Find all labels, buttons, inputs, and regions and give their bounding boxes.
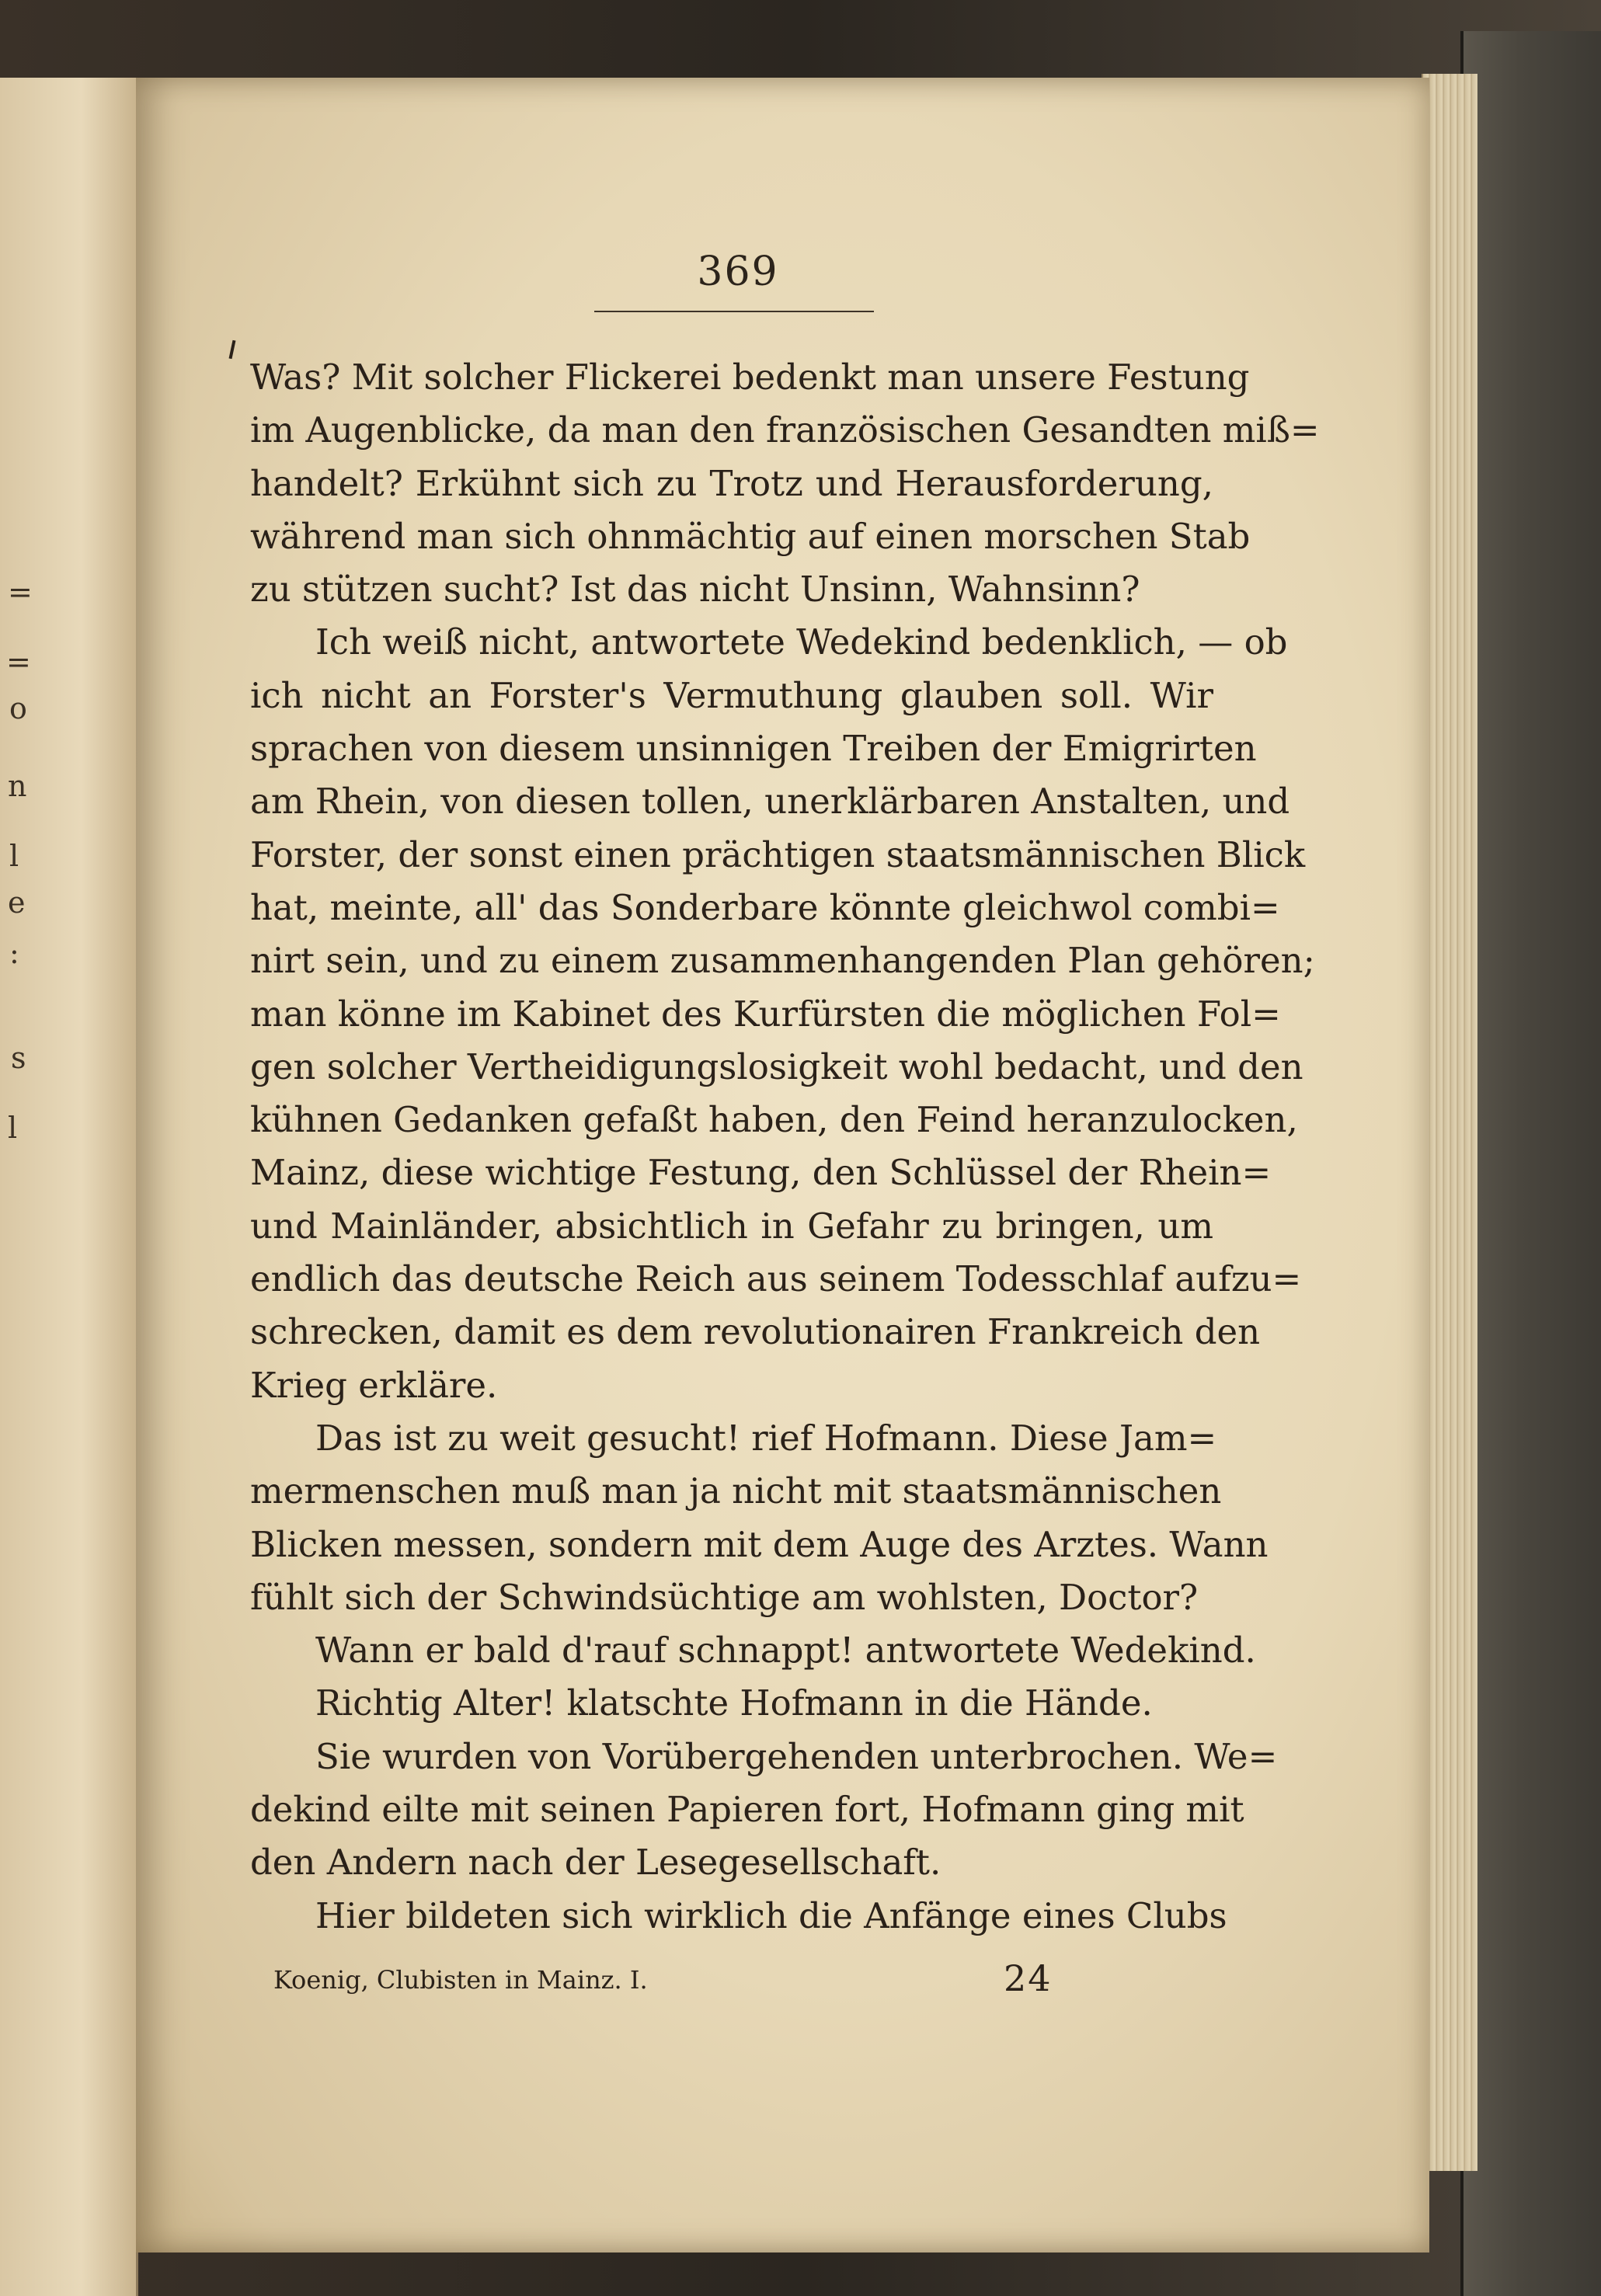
text-line: endlich das deutsche Reich aus seinem Todesschlaf aufzu=	[250, 1258, 1302, 1300]
left-page-fragment: =	[8, 575, 33, 609]
text-line: ich nicht an Forster's Vermuthung glauben soll. Wir	[250, 674, 1213, 716]
text-line: Wann er bald d'rauf schnappt! antwortete Wedekind.	[315, 1630, 1256, 1672]
text-line: dekind eilte mit seinen Papieren fort, Hofmann ging mit	[250, 1789, 1244, 1831]
left-page-fragment: e	[8, 885, 26, 920]
text-line: Was? Mit solcher Flickerei bedenkt man unsere Festung	[250, 357, 1250, 398]
left-page-fragments	[0, 78, 136, 2296]
text-line: im Augenblicke, da man den französischen Gesandten miß=	[250, 409, 1320, 451]
text-line: handelt? Erkühnt sich zu Trotz und Herausforderung,	[250, 462, 1213, 504]
left-page-fragment: s	[11, 1041, 26, 1075]
text-line: schrecken, damit es dem revolutionairen Frankreich den	[250, 1311, 1261, 1353]
left-page-fragment: =	[6, 645, 31, 679]
text-line: Forster, der sonst einen prächtigen staatsmännischen Blick	[250, 833, 1306, 875]
text-line: zu stützen sucht? Ist das nicht Unsinn, Wahnsinn?	[250, 569, 1140, 611]
text-line: und Mainländer, absichtlich in Gefahr zu bringen, um	[250, 1205, 1213, 1247]
text-line: Krieg erkläre.	[250, 1364, 498, 1406]
left-page-fragment: l	[8, 1111, 18, 1145]
text-line: Das ist zu weit gesucht! rief Hofmann. Diese Jam=	[315, 1417, 1217, 1459]
header-rule	[594, 311, 874, 312]
page-number: 369	[697, 249, 779, 295]
left-page-fragment: :	[9, 936, 19, 970]
text-line: Blicken messen, sondern mit dem Auge des Arztes. Wann	[250, 1523, 1269, 1565]
text-line: Sie wurden von Vorübergehenden unterbrochen. We=	[315, 1735, 1278, 1777]
text-line: hat, meinte, all' das Sonderbare könnte gleichwol combi=	[250, 886, 1280, 928]
text-line: sprachen von diesem unsinnigen Treiben der Emigrirten	[250, 728, 1257, 770]
text-line: kühnen Gedanken gefaßt haben, den Feind heranzulocken,	[250, 1099, 1298, 1141]
book-cover-edge	[1460, 31, 1601, 2296]
text-line: während man sich ohnmächtig auf einen morschen Stab	[250, 515, 1251, 557]
body-text	[250, 351, 1320, 1943]
left-facing-page	[0, 78, 138, 2296]
left-page-fragment: l	[9, 839, 19, 873]
text-line: nirt sein, und zu einem zusammenhangenden Plan gehören;	[250, 940, 1315, 982]
left-page-fragment: n	[8, 769, 27, 803]
left-page-fragment: o	[9, 691, 27, 725]
sheet-number: 24	[1004, 1957, 1053, 1999]
text-line: am Rhein, von diesen tollen, unerklärbaren Anstalten, und	[250, 781, 1290, 823]
footer-signature: Koenig, Clubisten in Mainz. I.	[273, 1965, 648, 1995]
page-edges	[1422, 74, 1477, 2171]
text-line: fühlt sich der Schwindsüchtige am wohlsten, Doctor?	[250, 1576, 1199, 1618]
text-line: Hier bildeten sich wirklich die Anfänge eines Clubs	[315, 1894, 1227, 1936]
text-line: man könne im Kabinet des Kurfürsten die möglichen Fol=	[250, 993, 1281, 1035]
text-line: Richtig Alter! klatschte Hofmann in die Hände.	[315, 1682, 1153, 1724]
text-line: den Andern nach der Lesegesellschaft.	[250, 1842, 941, 1884]
text-line: Mainz, diese wichtige Festung, den Schlüssel der Rhein=	[250, 1152, 1272, 1194]
text-line: mermenschen muß man ja nicht mit staatsmännischen	[250, 1470, 1222, 1512]
text-line: Ich weiß nicht, antwortete Wedekind bedenklich, — ob	[315, 621, 1288, 663]
text-line: gen solcher Vertheidigungslosigkeit wohl bedacht, und den	[250, 1045, 1303, 1087]
